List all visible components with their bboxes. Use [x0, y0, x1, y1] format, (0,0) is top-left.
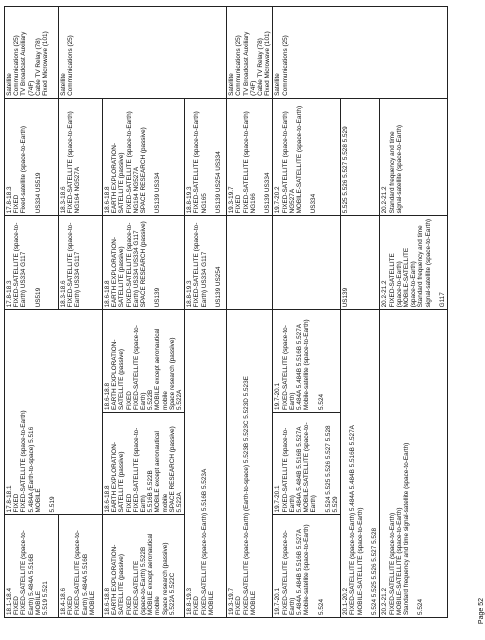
nonfederal-cell: 18.8-19.3 FIXED-SATELLITE (space-to-Earth) NG165 US139 US254 US334 — [185, 98, 227, 215]
table-row — [103, 7, 185, 618]
region-all-cell: 20.1-20.2 FIXED-SATELLITE (space-to-Earth) 5.484A 5.484B 5.516B 5.527A MOBILE-SATELLITE (space-to-Earth) 5.524 5.525 5.526 5.527 5.528 — [341, 310, 380, 618]
region2-cell: 17.8-18.1 FIXED FIXED-SATELLITE (space-to-Earth) 5.484A (Earth-to-space) 5.516 MOBILE 5.519 — [5, 310, 103, 515]
region-all-cell: 20.2-21.2 FIXED-SATELLITE (space-to-Earth) MOBILE-SATELLITE (space-to-Earth) Standard frequency and time signal-satellite (space-to-Earth) 5.524 — [380, 310, 448, 618]
federal-cell: 18.8-19.3 FIXED-SATELLITE (space-to- Earth) US334 G117 US139 US254 — [185, 216, 227, 310]
federal-cell: 18.3-18.6 FIXED-SATELLITE (space-to- Earth) US334 G117 — [59, 216, 103, 310]
federal-cell: US139 — [341, 216, 380, 310]
region-all-cell: 18.8-19.3 FIXED FIXED-SATELLITE (space-to-Earth) 5.516B 5.523A MOBILE — [185, 310, 227, 618]
nonfederal-cell: 5.525 5.526 5.527 5.528 5.529 — [341, 98, 380, 215]
region1-cell: 18.4-18.6 FIXED FIXED-SATELLITE (space-to-Earth) 5.484A 5.516B MOBILE — [59, 515, 103, 618]
federal-cell — [273, 216, 341, 310]
rule-part-cell: Satellite Communications (25) TV Broadcast Auxiliary (74F) Cable TV Relay (78) Fixed Microwave (101) — [5, 7, 59, 99]
federal-cell — [227, 216, 273, 310]
table-row — [380, 7, 448, 618]
table-row — [227, 7, 273, 618]
table-row — [5, 7, 59, 618]
region1-cell: 19.7-20.1 FIXED-SATELLITE (space-to-Earth) 5.484A 5.484B 5.516B 5.527A Mobile-satellite (space-to-Earth) 5.524 — [273, 515, 341, 618]
region1-cell: 18.6-18.8 EARTH EXPLORATION- SATELLITE (passive) FIXED FIXED-SATELLITE (space-to-Earth) 5.522B MOBILE except aeronautical mobile Space research (passive) 5.522A 5.522C — [103, 515, 185, 618]
rule-part-cell: Satellite Communications (25) — [273, 7, 448, 99]
table-row — [185, 7, 227, 618]
region3-cell: 18.6-18.8 EARTH EXPLORATION- SATELLITE (passive) FIXED FIXED-SATELLITE (space-to-Earth) 5.522B MOBILE except aeronautical mobile Space research (passive) 5.522A — [103, 310, 185, 413]
nonfederal-cell: 19.3-19.7 FIXED FIXED-SATELLITE (space-to-Earth) NG166 US139 US334 — [227, 98, 273, 215]
nonfederal-cell: 18.6-18.8 EARTH EXPLORATION- SATELLITE (passive) FIXED-SATELLITE (space-to-Earth) NG164 NG527A SPACE RESEARCH (passive) US139 US334 — [103, 98, 185, 215]
region3-cell: 19.7-20.1 FIXED-SATELLITE (space-to-Earth) 5.484A 5.484B 5.516B 5.527A Mobile-satellite (space-to-Earth) 5.524 — [273, 310, 341, 413]
rule-part-cell: Satellite Communications (25) TV Broadcast Auxiliary (74F) Cable TV Relay (78) Fixed Microwave (101) — [227, 7, 273, 99]
region1-cell: 18.1-18.4 FIXED FIXED-SATELLITE (space-to-Earth) 5.484A 5.516B MOBILE 5.519 5.521 — [5, 515, 59, 618]
table-row — [341, 7, 380, 618]
nonfederal-cell: 19.7-20.2 FIXED-SATELLITE (space-to-Earth) NG527A MOBILE-SATELLITE (space-to-Earth) US334 — [273, 98, 341, 215]
page-number: Page 52 — [478, 598, 485, 625]
federal-cell: 17.8-18.3 FIXED-SATELLITE (space-to- Earth) US334 G117 US519 — [5, 216, 59, 310]
nonfederal-cell: 20.2-21.2 Standard frequency and time signal-satellite (space-to-Earth) — [380, 98, 448, 215]
region2-cell: 18.6-18.8 EARTH EXPLORATION- SATELLITE (passive) FIXED FIXED-SATELLITE (space-to-Earth) 5.516B 5.522B MOBILE except aeronautical mobile SPACE RESEARCH (passive) 5.522A — [103, 412, 185, 515]
table-row — [273, 7, 341, 618]
nonfederal-cell: 18.3-18.6 FIXED-SATELLITE (space-to-Earth) NG164 NG527A — [59, 98, 103, 215]
rule-part-cell: Satellite Communications (25) — [59, 7, 227, 99]
nonfederal-cell: 17.8-18.3 FIXED Fixed-satellite (space-to-Earth) US334 US519 — [5, 98, 59, 215]
region-all-cell: 19.3-19.7 FIXED FIXED-SATELLITE (space-to-Earth) (Earth-to-space) 5.523B 5.523C 5.523D 5.523E MOBILE — [227, 310, 273, 618]
federal-cell: 20.2-21.2 FIXED-SATELLITE (space-to-Earth) MOBILE-SATELLITE (space-to-Earth) Standard frequency and time signal-satellite (space-to-Earth) G117 — [380, 216, 448, 310]
region2-cell: 19.7-20.1 FIXED-SATELLITE (space-to-Earth) 5.484A 5.484B 5.516B 5.527A MOBILE-SATELLITE (space-to-Earth) 5.524 5.525 5.526 5.527 5.528 5.529 — [273, 412, 341, 515]
allocation-table — [4, 6, 448, 618]
federal-cell: 18.6-18.8 EARTH EXPLORATION- SATELLITE (passive) FIXED-SATELLITE (space-to- Earth) US334 US334 G117 SPACE RESEARCH (passive) US139 — [103, 216, 185, 310]
